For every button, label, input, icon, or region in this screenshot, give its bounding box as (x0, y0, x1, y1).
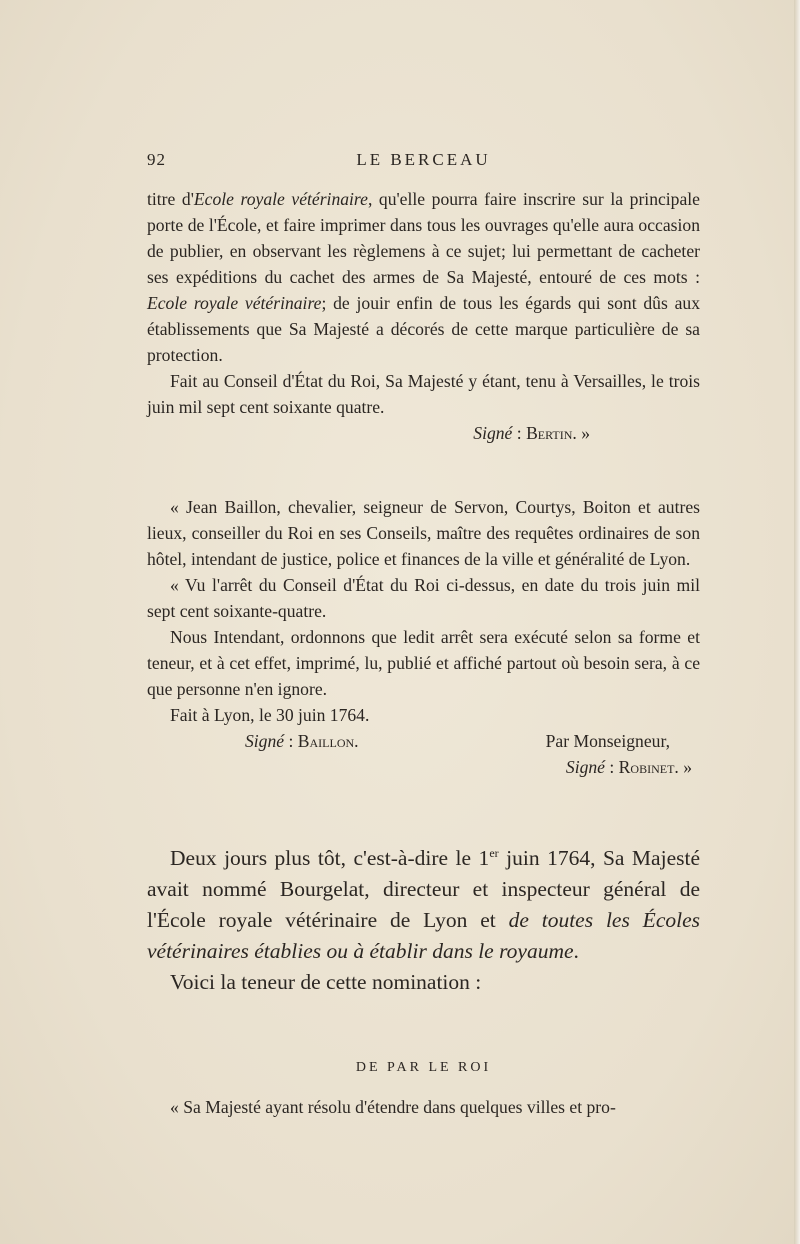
signature-line: Signé : Robinet. » (565, 757, 692, 777)
text-span: . » (674, 757, 692, 777)
ordinance-date: Fait à Lyon, le 30 juin 1764. (170, 705, 370, 725)
signature-name: Bertin (526, 423, 573, 443)
decree-paragraph (147, 186, 700, 368)
page-number: 92 (147, 150, 166, 169)
section-heading: DE PAR LE ROI (355, 1060, 492, 1075)
narrative-intro: Voici la teneur de cette nomination : (170, 970, 482, 995)
signature-baillon: Signé : Baillon. (245, 731, 359, 751)
signature-bertin: Signé : Bertin. » (473, 423, 590, 443)
ordinance-vu: « Vu l'arrêt du Conseil d'État du Roi ci-dessus, en date du trois juin mil sept cent soixante-quatre. (147, 575, 700, 621)
signature-robinet (546, 728, 700, 780)
running-title: LE BERCEAU (356, 150, 491, 169)
italic-span: de toutes les Écoles vétérinaires établies ou à établir dans le royaume (147, 908, 700, 964)
text-span: . (573, 939, 579, 964)
superscript: er (489, 846, 499, 860)
section-first-line (147, 1094, 700, 1120)
text-span: . (354, 731, 359, 751)
italic-span: Ecole royale vétérinaire (193, 189, 368, 209)
signature-name: Robinet (618, 757, 675, 777)
text-span: titre d' (147, 189, 194, 209)
ordinance-signatures (147, 728, 700, 780)
ordinance-order: Nous Intendant, ordonnons que ledit arrêt sera exécuté selon sa forme et teneur, et à cet effet, imprimé, lu, publié et affiché partout où besoin sera, à ce que personne n'en ignore. (147, 627, 700, 699)
narrative-text (147, 838, 700, 998)
page-header (147, 150, 700, 174)
text-span: , qu'elle pourra faire inscrire sur la principale porte de l'École, et faire imprimer dans tous les ouvrages qu'elle aura occasion de publier, en observant les règlemens à ce sujet; lui permettant de cacheter ses expéditions du cachet des armes de Sa Majesté, entouré de ces mots : (147, 189, 700, 287)
signature-word: Signé (565, 757, 605, 777)
text-span: ; de jouir enfin de tous les égards qui sont dûs aux établissements que Sa Majesté a décorés de cette marque particulière de sa protection. (147, 293, 700, 365)
decree-closing: Fait au Conseil d'État du Roi, Sa Majesté y étant, tenu à Versailles, le trois juin mil sept cent soixante quatre. (147, 371, 700, 417)
text-span: . » (572, 423, 590, 443)
text-span: juin 1764, Sa Majesté avait nommé Bourgelat, directeur et inspecteur général de l'École royale vétérinaire de Lyon et (147, 846, 700, 933)
decree-text (147, 186, 700, 446)
ordinance-intro: « Jean Baillon, chevalier, seigneur de Servon, Courtys, Boiton et autres lieux, conseiller du Roi en ses Conseils, maître des requêtes ordinaires de son hôtel, intendant de justice, police et finances de la ville et généralité de Lyon. (147, 497, 700, 569)
signature-name: Baillon (297, 731, 355, 751)
italic-span: Ecole royale vétérinaire (147, 293, 322, 313)
page-edge (794, 0, 800, 1244)
text-span: « Sa Majesté ayant résolu d'étendre dans quelques villes et pro- (170, 1097, 616, 1117)
signature-word: Signé (473, 423, 513, 443)
text-span: Deux jours plus tôt, c'est-à-dire le 1 (170, 846, 490, 871)
signature-word: Signé (245, 731, 285, 751)
ordinance-text (147, 494, 700, 780)
narrative-paragraph (147, 838, 700, 967)
signature-title: Par Monseigneur, (545, 731, 670, 751)
